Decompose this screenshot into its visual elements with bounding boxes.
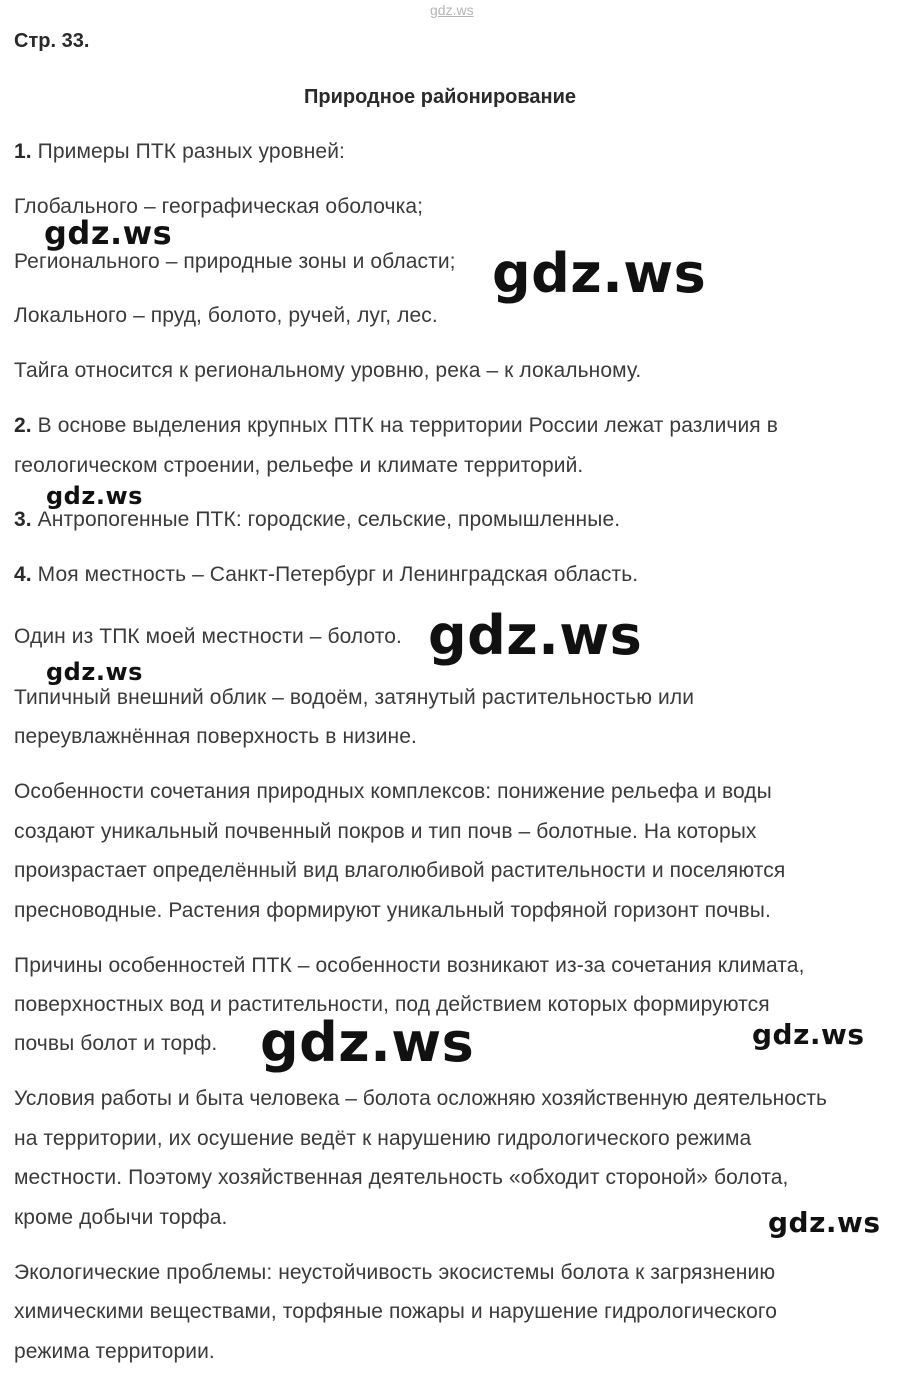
watermark: gdz.ws: [46, 658, 143, 686]
page-ref: Стр. 33.: [14, 30, 90, 52]
paragraph-causes-1: Причины особенностей ПТК – особенности возникают из-за сочетания климата,: [14, 954, 805, 977]
question-2: [14, 414, 778, 438]
paragraph-conditions-1: Условия работы и быта человека – болота осложняю хозяйственную деятельность: [14, 1087, 827, 1110]
question-4-number: 4.: [14, 563, 32, 586]
question-3-number: 3.: [14, 508, 32, 531]
paragraph-conditions-2: на территории, их осушение ведёт к нарушению гидрологического режима: [14, 1127, 752, 1150]
question-4: [14, 563, 638, 587]
watermark: gdz.ws: [260, 1011, 475, 1074]
page-title: Природное районирование: [304, 86, 577, 108]
paragraph-features-4: пресноводные. Растения формируют уникальный торфяной горизонт почвы.: [14, 899, 771, 922]
paragraph-causes-2: поверхностных вод и растительности, под действием которых формируются: [14, 993, 770, 1016]
watermark: gdz.ws: [46, 482, 143, 510]
paragraph-causes-3: почвы болот и торф.: [14, 1032, 218, 1055]
question-1-text: Примеры ПТК разных уровней:: [31, 140, 345, 163]
paragraph-conditions-4: кроме добычи торфа.: [14, 1206, 228, 1229]
q1-local: Локального – пруд, болото, ручей, луг, лес.: [14, 304, 438, 327]
watermark: gdz.ws: [44, 214, 173, 252]
paragraph-conditions-3: местности. Поэтому хозяйственная деятельность «обходит стороной» болота,: [14, 1166, 789, 1189]
q1-global: Глобального – географическая оболочка;: [14, 195, 424, 218]
watermark: gdz.ws: [752, 1018, 865, 1051]
question-2-line-1: В основе выделения крупных ПТК на территории России лежат различия в: [31, 414, 778, 437]
watermark: gdz.ws: [492, 242, 707, 305]
q1-taiga: Тайга относится к региональному уровню, река – к локальному.: [14, 359, 642, 382]
paragraph-look-2: переувлажнённая поверхность в низине.: [14, 725, 417, 748]
paragraph-features-1: Особенности сочетания природных комплексов: понижение рельефа и воды: [14, 780, 772, 803]
question-3-text: Антропогенные ПТК: городские, сельские, промышленные.: [31, 508, 621, 531]
question-4-text: Моя местность – Санкт-Петербург и Ленинградская область.: [31, 563, 639, 586]
q1-regional: Регионального – природные зоны и области;: [14, 250, 456, 273]
watermark: gdz.ws: [768, 1206, 881, 1239]
paragraph-eco-1: Экологические проблемы: неустойчивость экосистемы болота к загрязнению: [14, 1261, 776, 1284]
paragraph-tpk: Один из ТПК моей местности – болото.: [14, 625, 402, 648]
question-2-line-2: геологическом строении, рельефе и климате территорий.: [14, 454, 584, 477]
paragraph-features-2: создают уникальный почвенный покров и тип почв – болотные. На которых: [14, 820, 757, 843]
site-link[interactable]: gdz.ws: [430, 2, 474, 18]
watermark: gdz.ws: [428, 604, 643, 667]
paragraph-eco-3: режима территории.: [14, 1340, 215, 1363]
question-2-number: 2.: [14, 414, 32, 437]
paragraph-look-1: Типичный внешний облик – водоём, затянутый растительностью или: [14, 686, 695, 709]
question-1: [14, 140, 345, 164]
question-3: [14, 508, 620, 532]
question-1-number: 1.: [14, 140, 32, 163]
paragraph-features-3: произрастает определённый вид влаголюбивой растительности и поселяются: [14, 859, 786, 882]
paragraph-eco-2: химическими веществами, торфяные пожары и нарушение гидрологического: [14, 1300, 777, 1323]
